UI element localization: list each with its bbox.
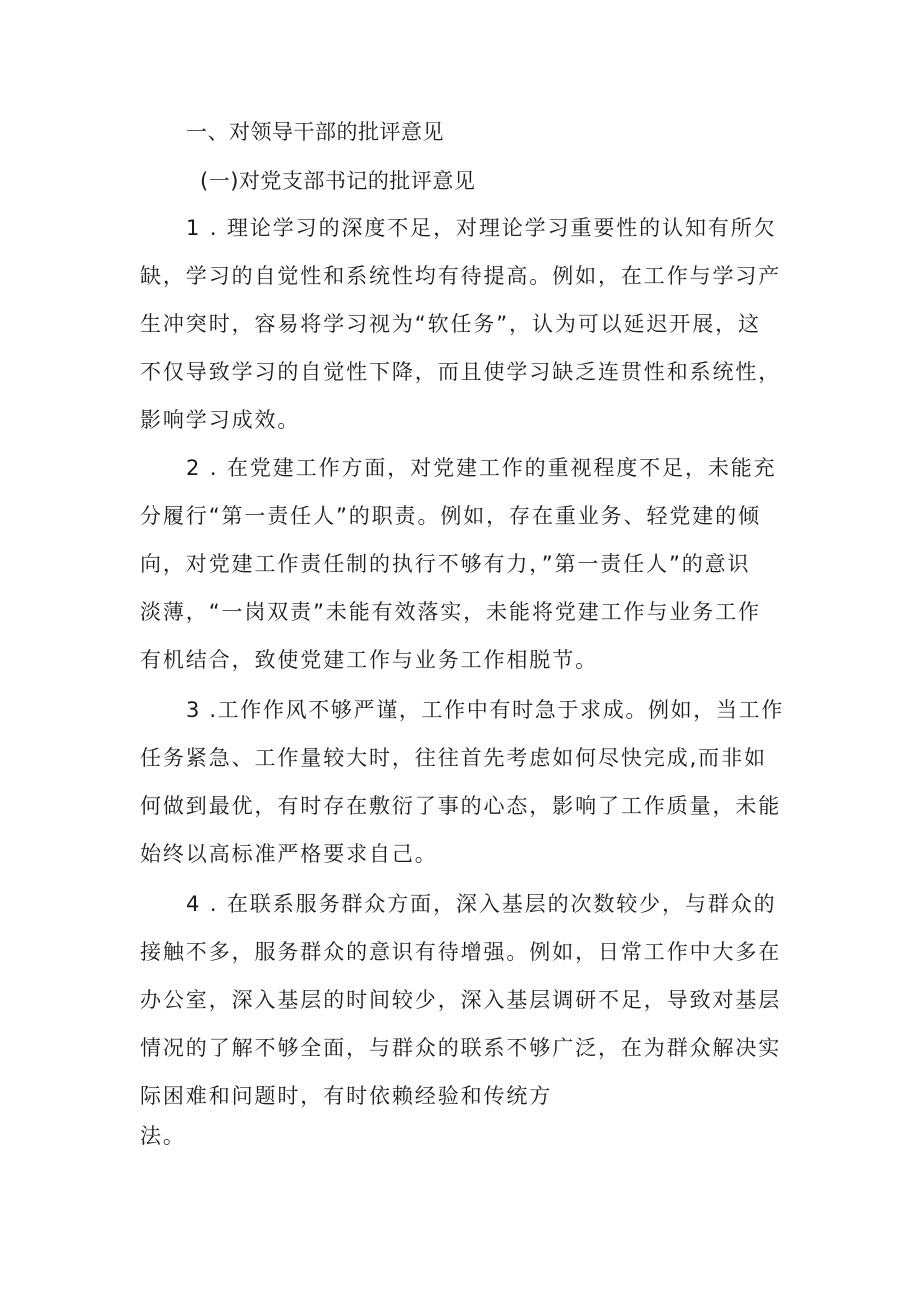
paragraph-line: 影响学习成效。 — [140, 408, 301, 432]
paragraph-line: 淡薄，“一岗双责”未能有效落实，未能将党建工作与业务工作 — [140, 600, 761, 624]
paragraph-line: 法。 — [140, 1124, 186, 1148]
paragraph-line: 何做到最优，有时存在敷衍了事的心态，影响了工作质量，未能 — [140, 794, 782, 818]
paragraph-line: 接触不多，服务群众的意识有待增强。例如，日常工作中大多在 — [140, 940, 782, 964]
paragraph-line: 任务紧急、工作量较大时，往往首先考虑如何尽快完成,而非如 — [140, 746, 767, 770]
paragraph-line: 4 . 在联系服务群众方面，深入基层的次数较少，与群众的 — [186, 892, 777, 916]
paragraph-line: 向，对党建工作责任制的执行不够有力，”第一责任人”的意识 — [140, 552, 751, 576]
paragraph-line: 际困难和问题时，有时依赖经验和传统方 — [140, 1084, 553, 1108]
paragraph-line: 1 . 理论学习的深度不足，对理论学习重要性的认知有所欠 — [186, 216, 777, 240]
paragraph-line: 缺，学习的自觉性和系统性均有待提高。例如，在工作与学习产 — [140, 264, 782, 288]
paragraph-line: 分履行“第一责任人”的职责。例如，存在重业务、轻党建的倾 — [140, 504, 761, 528]
paragraph-line: 情况的了解不够全面，与群众的联系不够广泛，在为群众解决实 — [140, 1036, 782, 1060]
paragraph-line: 有机结合，致使党建工作与业务工作相脱节。 — [140, 648, 598, 672]
subsection-heading: (一)对党支部书记的批评意见 — [200, 169, 476, 193]
paragraph-line: 3 .工作作风不够严谨，工作中有时急于求成。例如，当工作 — [186, 698, 784, 722]
paragraph-line: 始终以高标准严格要求自己。 — [140, 842, 438, 866]
paragraph-line: 生冲突时，容易将学习视为“软任务”，认为可以延迟开展，这 — [140, 312, 761, 336]
paragraph-line: 2 . 在党建工作方面，对党建工作的重视程度不足，未能充 — [186, 456, 777, 480]
paragraph-line: 不仅导致学习的自觉性下降，而且使学习缺乏连贯性和系统性， — [140, 360, 782, 384]
paragraph-line: 办公室，深入基层的时间较少，深入基层调研不足，导致对基层 — [140, 988, 782, 1012]
section-heading: 一、对领导干部的批评意见 — [186, 120, 444, 144]
